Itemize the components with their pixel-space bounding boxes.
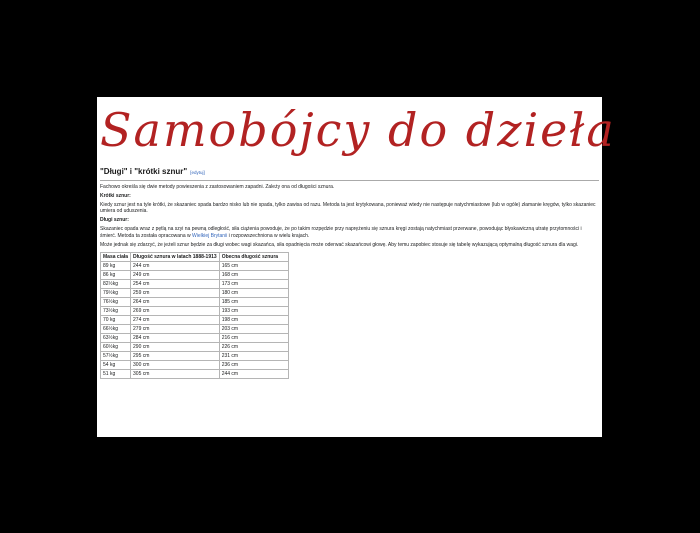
table-cell: 82½kg — [101, 280, 131, 289]
article-content — [97, 102, 616, 379]
long-rope-text-before-link: Skazaniec opada wraz z pętlą na szyi na pewną odległość, siła ciążenia powoduje, że po takim rozpędzie przy naprężeniu się sznura kręgi zostają natychmiast przerwane, powodując błyskawiczną utratę przytomności i śmierć. Metoda ta została opracowana w — [100, 226, 582, 239]
great-britain-link[interactable]: Wielkiej Brytanii — [192, 232, 228, 239]
table-cell: 51 kg — [101, 370, 131, 379]
section-heading-text: "Długi" i "krótki sznur" — [100, 167, 188, 176]
table-cell: 295 cm — [131, 352, 220, 361]
column-header-historic-length: Długość sznura w latach 1888-1913 — [131, 253, 220, 262]
long-rope-label: Długi sznur: — [100, 217, 129, 223]
table-cell: 305 cm — [131, 370, 220, 379]
table-cell: 180 cm — [219, 289, 288, 298]
table-header-row — [101, 253, 289, 262]
table-cell: 290 cm — [131, 343, 220, 352]
column-header-body-mass: Masa ciała — [101, 253, 131, 262]
table-cell: 73½kg — [101, 307, 131, 316]
intro-paragraph: Fachowo określa się dwie metody powieszenia z zastosowaniem zapadni. Zależy ona od długości sznura. — [100, 183, 335, 190]
table-cell: 54 kg — [101, 361, 131, 370]
table-row — [101, 289, 289, 298]
table-cell: 60½kg — [101, 343, 131, 352]
table-cell: 279 cm — [131, 325, 220, 334]
rope-table-body — [101, 262, 289, 379]
short-rope-paragraph: Kiedy sznur jest na tyle krótki, że skazaniec spada bardzo nisko lub nie spada, tylko zawisa od razu. Metoda ta jest krytykowana, ponieważ wtedy nie następuje natychmiastowe (lub w ogóle) złamanie kręgów, tylko skazaniec umiera od uduszenia. — [100, 201, 596, 214]
article-page — [97, 97, 616, 437]
short-rope-label: Krótki sznur: — [100, 192, 131, 199]
table-cell: 57½kg — [101, 352, 131, 361]
table-cell: 70 kg — [101, 316, 131, 325]
section-heading — [100, 167, 599, 181]
table-cell: 244 cm — [219, 370, 288, 379]
table-cell: 198 cm — [219, 316, 288, 325]
long-rope-paragraph — [100, 226, 599, 239]
table-cell: 254 cm — [131, 280, 220, 289]
table-cell: 79½kg — [101, 289, 131, 298]
table-cell: 173 cm — [219, 280, 288, 289]
table-row — [101, 316, 289, 325]
table-cell: 76½kg — [101, 298, 131, 307]
edit-section-link[interactable]: [edytuj] — [190, 170, 205, 175]
rope-length-table — [100, 252, 289, 379]
table-row — [101, 361, 289, 370]
table-cell: 185 cm — [219, 298, 288, 307]
table-cell: 86 kg — [101, 271, 131, 280]
table-cell: 193 cm — [219, 307, 288, 316]
table-row — [101, 262, 289, 271]
table-cell: 249 cm — [131, 271, 220, 280]
table-row — [101, 352, 289, 361]
table-row — [101, 307, 289, 316]
table-intro-paragraph: Może jednak się zdarzyć, że jeżeli sznur będzie za długi wobec wagi skazańca, siła opadnięcia może oderwać skazańcowi głowę. Aby temu zapobiec stosuje się tabelę wykazującą optymalną długość sznura dla wagi. — [100, 241, 579, 248]
table-cell: 165 cm — [219, 262, 288, 271]
table-row — [101, 370, 289, 379]
table-cell: 244 cm — [131, 262, 220, 271]
table-cell: 89 kg — [101, 262, 131, 271]
table-cell: 216 cm — [219, 334, 288, 343]
table-row — [101, 298, 289, 307]
table-row — [101, 343, 289, 352]
table-cell: 264 cm — [131, 298, 220, 307]
table-cell: 168 cm — [219, 271, 288, 280]
site-title: Samobójcy do dzieła — [100, 103, 616, 157]
table-row — [101, 334, 289, 343]
table-cell: 274 cm — [131, 316, 220, 325]
table-row — [101, 271, 289, 280]
table-cell: 63½kg — [101, 334, 131, 343]
table-cell: 284 cm — [131, 334, 220, 343]
table-cell: 231 cm — [219, 352, 288, 361]
table-cell: 226 cm — [219, 343, 288, 352]
table-cell: 269 cm — [131, 307, 220, 316]
column-header-current-length: Obecna długość sznura — [219, 253, 288, 262]
rope-table-head — [101, 253, 289, 262]
table-cell: 66½kg — [101, 325, 131, 334]
table-row — [101, 280, 289, 289]
table-cell: 236 cm — [219, 361, 288, 370]
long-rope-text-after-link: i rozpowszechniona w wielu krajach. — [227, 232, 310, 239]
table-cell: 259 cm — [131, 289, 220, 298]
table-cell: 300 cm — [131, 361, 220, 370]
table-cell: 203 cm — [219, 325, 288, 334]
table-row — [101, 325, 289, 334]
